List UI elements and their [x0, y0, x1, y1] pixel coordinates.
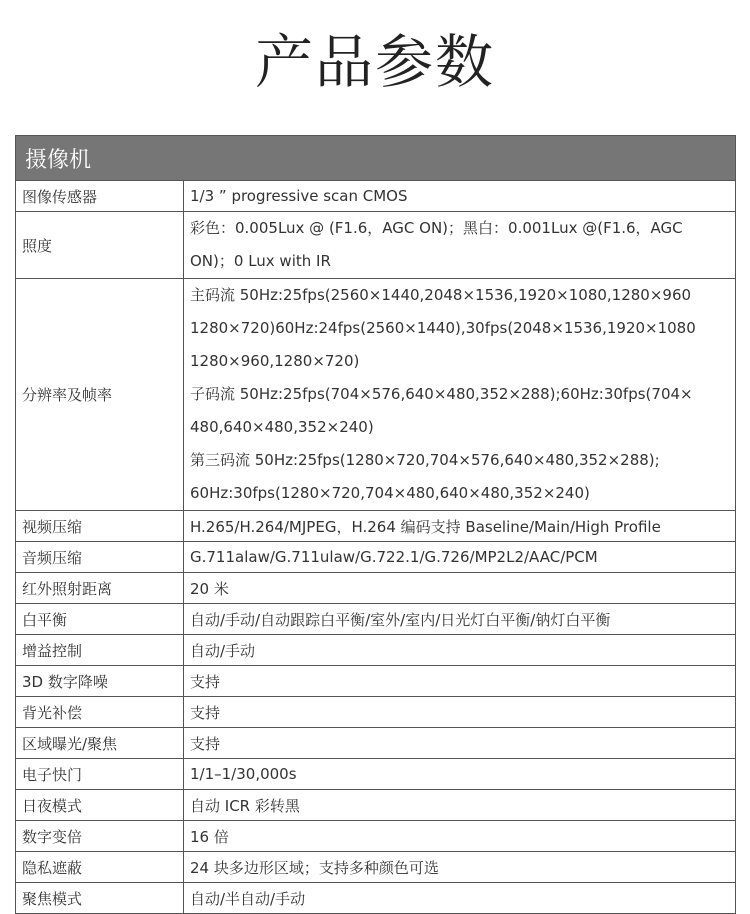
row-value-line: 1280×720)60Hz:24fps(2560×1440),30fps(2048×1536,1920×1080 — [190, 319, 696, 337]
page-title: 产品参数 — [254, 28, 495, 96]
row-value: H.265/H.264/MJPEG，H.264 编码支持 Baseline/Main/High Profile — [184, 511, 736, 542]
table-header: 摄像机 — [16, 136, 736, 181]
row-label: 视频压缩 — [16, 511, 184, 542]
row-value: 自动/半自动/手动 — [184, 883, 736, 914]
row-label: 分辨率及帧率 — [16, 279, 184, 511]
row-label: 区域曝光/聚焦 — [16, 728, 184, 759]
table-row — [16, 573, 736, 604]
table-row — [16, 790, 736, 821]
row-value: 支持 — [184, 666, 736, 697]
row-value-line: 1280×960,1280×720) — [190, 352, 360, 370]
row-label: 电子快门 — [16, 759, 184, 790]
table-row — [16, 728, 736, 759]
table-row — [16, 852, 736, 883]
table-row — [16, 181, 736, 212]
row-value: 支持 — [184, 697, 736, 728]
table-row — [16, 604, 736, 635]
table-row — [16, 697, 736, 728]
row-value: 支持 — [184, 728, 736, 759]
table-row — [16, 511, 736, 542]
row-value-line: 第三码流 50Hz:25fps(1280×720,704×576,640×480,352×288); — [190, 451, 660, 469]
row-value-line: 480,640×480,352×240) — [190, 418, 374, 436]
row-value-line: ON)；0 Lux with IR — [190, 252, 331, 270]
row-label: 背光补偿 — [16, 697, 184, 728]
table-row — [16, 212, 736, 279]
row-label: 隐私遮蔽 — [16, 852, 184, 883]
table-row — [16, 542, 736, 573]
row-label: 3D 数字降噪 — [16, 666, 184, 697]
row-value: 20 米 — [184, 573, 736, 604]
table-row — [16, 821, 736, 852]
row-value: 自动 ICR 彩转黑 — [184, 790, 736, 821]
row-value: 16 倍 — [184, 821, 736, 852]
row-value: G.711alaw/G.711ulaw/G.722.1/G.726/MP2L2/AAC/PCM — [184, 542, 736, 573]
table-row — [16, 666, 736, 697]
row-value: 1/3 ” progressive scan CMOS — [184, 181, 736, 212]
row-label: 音频压缩 — [16, 542, 184, 573]
row-value-line: 彩色：0.005Lux @ (F1.6，AGC ON)；黑白：0.001Lux @(F1.6，AGC — [190, 219, 683, 237]
row-value: 1/1–1/30,000s — [184, 759, 736, 790]
spec-table — [15, 135, 736, 914]
row-label: 红外照射距离 — [16, 573, 184, 604]
row-label: 聚焦模式 — [16, 883, 184, 914]
row-label: 白平衡 — [16, 604, 184, 635]
row-value: 自动/手动 — [184, 635, 736, 666]
row-label: 照度 — [16, 212, 184, 279]
table-row — [16, 635, 736, 666]
table-row — [16, 759, 736, 790]
row-label: 图像传感器 — [16, 181, 184, 212]
row-value-line: 60Hz:30fps(1280×720,704×480,640×480,352×240) — [190, 484, 590, 502]
table-header-row — [16, 136, 736, 181]
row-value-line: 主码流 50Hz:25fps(2560×1440,2048×1536,1920×1080,1280×960 — [190, 286, 692, 304]
row-value — [184, 212, 736, 279]
row-label: 日夜模式 — [16, 790, 184, 821]
row-label: 数字变倍 — [16, 821, 184, 852]
row-label: 增益控制 — [16, 635, 184, 666]
row-value: 自动/手动/自动跟踪白平衡/室外/室内/日光灯白平衡/钠灯白平衡 — [184, 604, 736, 635]
table-row — [16, 279, 736, 511]
row-value — [184, 279, 736, 511]
row-value-line: 子码流 50Hz:25fps(704×576,640×480,352×288);60Hz:30fps(704× — [190, 385, 693, 403]
row-value: 24 块多边形区域；支持多种颜色可选 — [184, 852, 736, 883]
